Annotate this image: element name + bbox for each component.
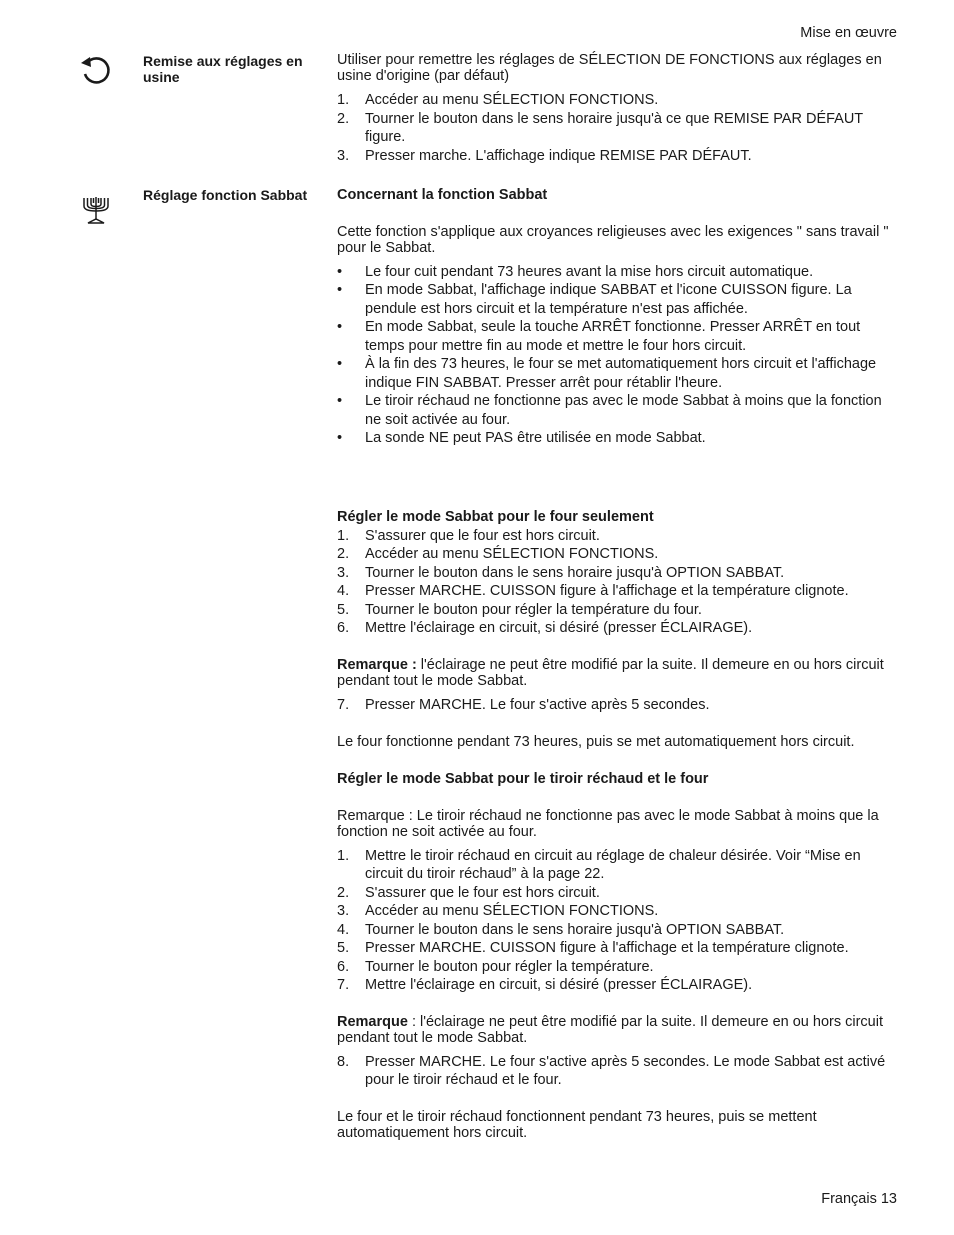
- menorah-icon: [78, 192, 114, 228]
- oven-only-section: [337, 508, 899, 752]
- list-item: 7. Mettre l'éclairage en circuit, si désiré (presser ÉCLAIRAGE).: [337, 977, 753, 993]
- drawer-step-8: [337, 1053, 899, 1090]
- list-item: • En mode Sabbat, l'affichage indique SABBAT et l'icone CUISSON figure. La pendule est hors circuit et la température n'est pas affichée.: [337, 282, 852, 317]
- reset-steps: [337, 91, 899, 165]
- list-item: 1. Mettre le tiroir réchaud en circuit au réglage de chaleur désirée. Voir “Mise en circuit du tiroir réchaud” à la page 22.: [337, 847, 861, 882]
- about-text: Cette fonction s'applique aux croyances religieuses avec les exigences " sans travail " pour le Sabbat.: [337, 223, 889, 256]
- oven-heading: Régler le mode Sabbat pour le four seulement: [337, 509, 654, 525]
- list-item: 2. Accéder au menu SÉLECTION FONCTIONS.: [337, 546, 659, 562]
- drawer-steps: [337, 847, 899, 995]
- reset-section: [337, 52, 899, 165]
- list-item: • Le four cuit pendant 73 heures avant la mise hors circuit automatique.: [337, 263, 814, 280]
- reset-intro: Utiliser pour remettre les réglages de SÉLECTION DE FONCTIONS aux réglages en usine d'origine (par défaut): [337, 52, 882, 84]
- list-item: 8. Presser MARCHE. Le four s'active après 5 secondes. Le mode Sabbat est activé pour le tiroir réchaud et le four.: [337, 1053, 886, 1088]
- about-heading: Concernant la fonction Sabbat: [337, 187, 548, 203]
- sabbath-title: Réglage fonction Sabbat: [143, 187, 308, 203]
- list-item: 5. Tourner le bouton pour régler la température du four.: [337, 601, 702, 618]
- list-item: 3. Accéder au menu SÉLECTION FONCTIONS.: [337, 903, 659, 919]
- list-item: 4. Presser MARCHE. CUISSON figure à l'affichage et la température clignote.: [337, 583, 849, 599]
- list-item: 5. Presser MARCHE. CUISSON figure à l'affichage et la température clignote.: [337, 940, 849, 956]
- oven-outro: Le four fonctionne pendant 73 heures, puis se met automatiquement hors circuit.: [337, 734, 855, 750]
- drawer-note: Remarque : l'éclairage ne peut être modifié par la suite. Il demeure en ou hors circuit pendant tout le mode Sabbat.: [337, 1013, 883, 1046]
- list-item: 2. Tourner le bouton dans le sens horaire jusqu'à ce que REMISE PAR DÉFAUT figure.: [337, 110, 863, 145]
- list-item: 3. Tourner le bouton dans le sens horaire jusqu'à OPTION SABBAT.: [337, 564, 785, 581]
- list-item: 1. Accéder au menu SÉLECTION FONCTIONS.: [337, 92, 659, 108]
- oven-step-7: [337, 696, 899, 715]
- list-item: 3. Presser marche. L'affichage indique REMISE PAR DÉFAUT.: [337, 147, 752, 164]
- list-item: • La sonde NE peut PAS être utilisée en mode Sabbat.: [337, 430, 706, 446]
- list-item: 2. S'assurer que le four est hors circuit.: [337, 884, 600, 901]
- reset-icon: [78, 52, 114, 88]
- list-item: • En mode Sabbat, seule la touche ARRÊT fonctionne. Presser ARRÊT en tout temps pour mettre fin au mode et mettre le four hors circuit.: [337, 319, 861, 354]
- drawer-intro: Remarque : Le tiroir réchaud ne fonctionne pas avec le mode Sabbat à moins que la fonction ne soit activée au four.: [337, 807, 879, 840]
- list-item: 4. Tourner le bouton dans le sens horaire jusqu'à OPTION SABBAT.: [337, 921, 785, 938]
- list-item: • À la fin des 73 heures, le four se met automatiquement hors circuit et l'affichage indique FIN SABBAT. Presser arrêt pour rétablir l'heure.: [337, 356, 877, 391]
- list-item: 1. S'assurer que le four est hors circuit.: [337, 527, 600, 544]
- list-item: 6. Tourner le bouton pour régler la température.: [337, 958, 654, 975]
- oven-steps: [337, 527, 899, 638]
- page-header: Mise en œuvre: [800, 25, 897, 41]
- drawer-heading: Régler le mode Sabbat pour le tiroir réchaud et le four: [337, 771, 709, 787]
- oven-note: Remarque : l'éclairage ne peut être modifié par la suite. Il demeure en ou hors circuit pendant tout le mode Sabbat.: [337, 656, 884, 689]
- list-item: 7. Presser MARCHE. Le four s'active après 5 secondes.: [337, 696, 710, 713]
- list-item: • Le tiroir réchaud ne fonctionne pas avec le mode Sabbat à moins que la fonction ne soit activée au four.: [337, 393, 882, 428]
- sabbath-bullets: [337, 263, 899, 448]
- sabbath-section: [337, 186, 899, 448]
- drawer-section: [337, 770, 899, 1141]
- list-item: 6. Mettre l'éclairage en circuit, si désiré (presser ÉCLAIRAGE).: [337, 620, 753, 636]
- drawer-outro: Le four et le tiroir réchaud fonctionnent pendant 73 heures, puis se mettent automatiquement hors circuit.: [337, 1108, 817, 1141]
- reset-title: Remise aux réglages en usine: [143, 53, 303, 85]
- page-footer: Français 13: [821, 1191, 897, 1207]
